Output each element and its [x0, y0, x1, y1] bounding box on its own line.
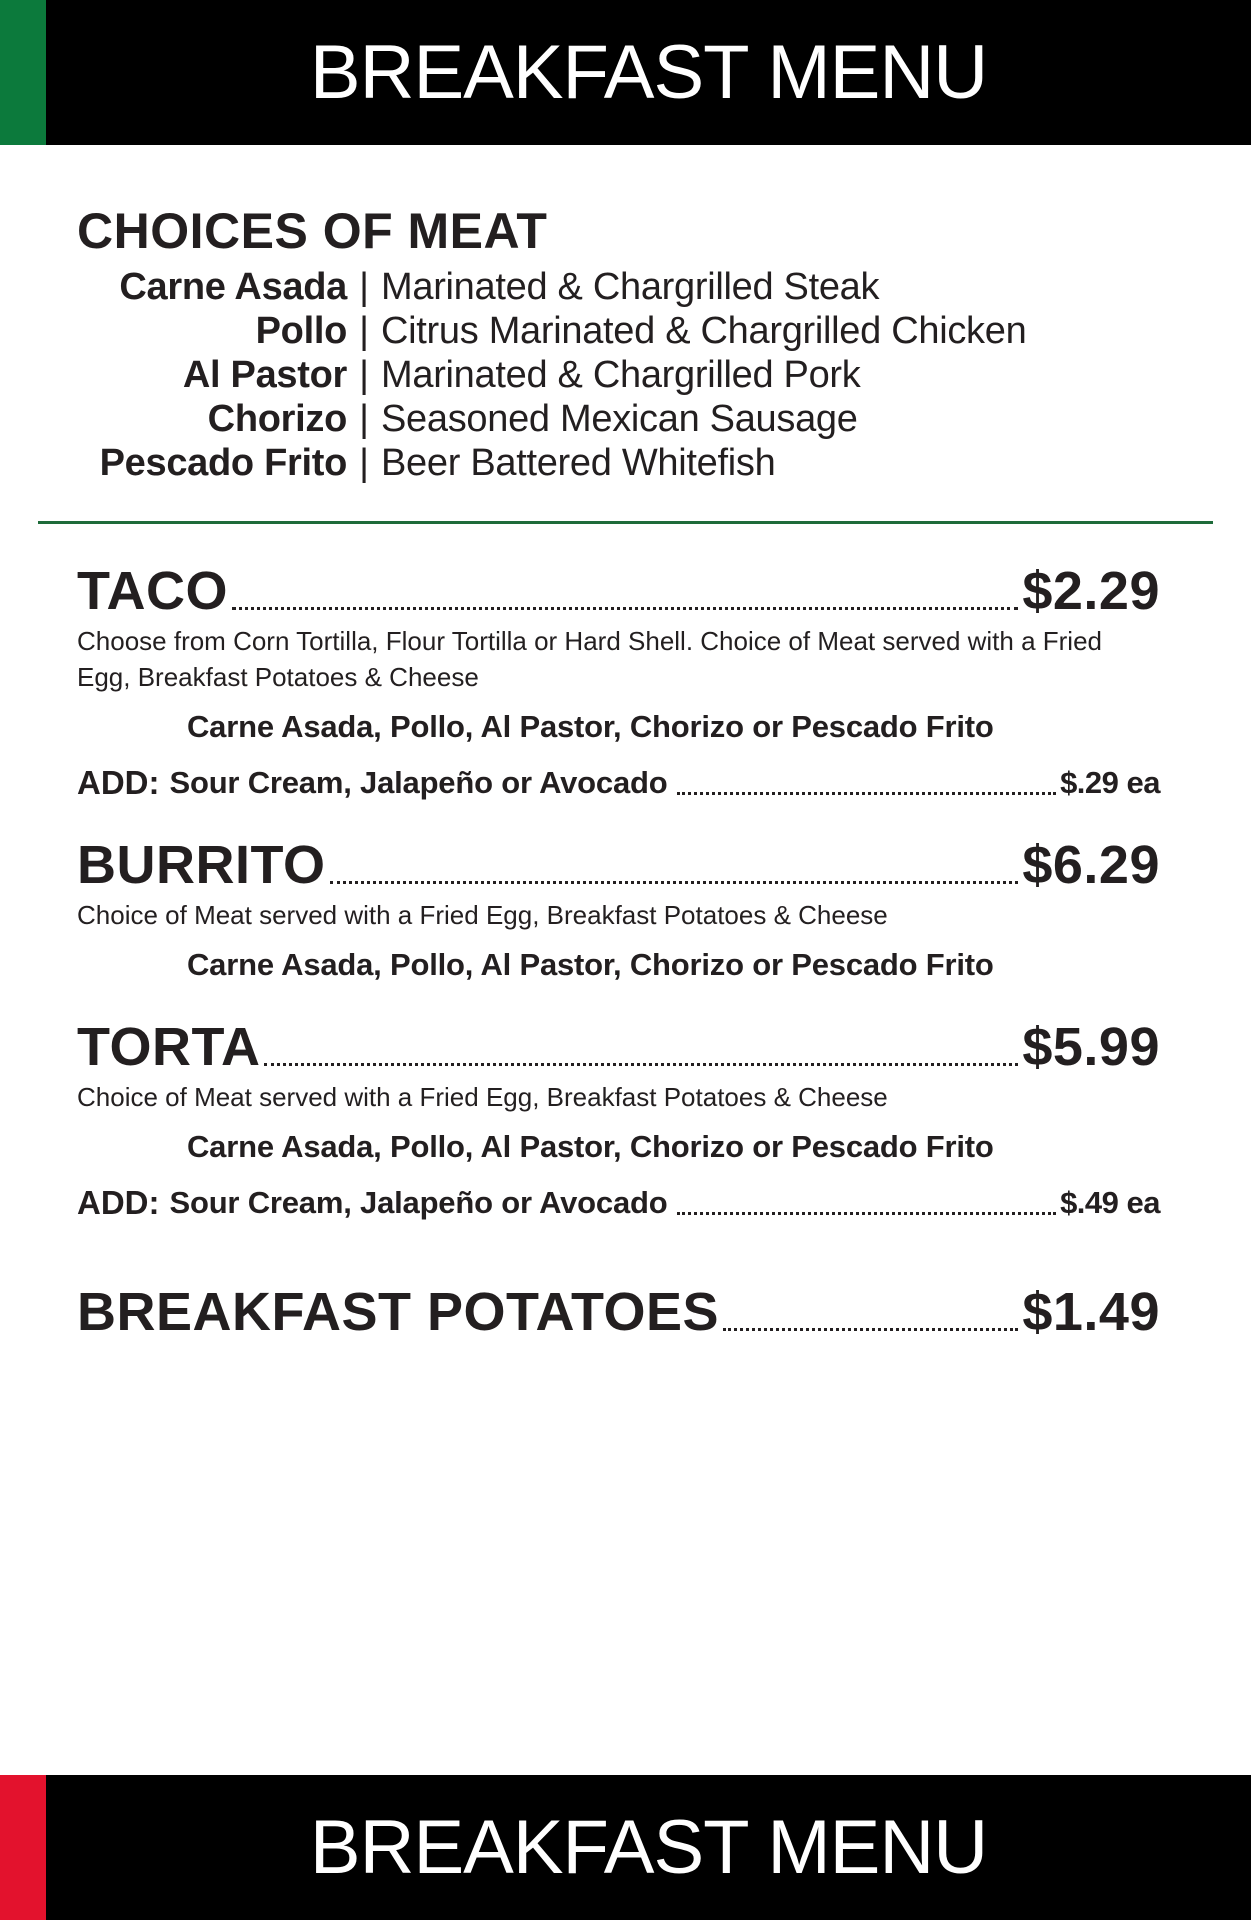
meat-option [77, 441, 1177, 485]
item-meat-choices: Carne Asada, Pollo, Al Pastor, Chorizo or Pescado Frito [187, 1129, 994, 1164]
item-heading [77, 1282, 1160, 1342]
add-on-price: $.49 ea [1060, 1185, 1160, 1220]
meat-name: Chorizo [207, 398, 347, 440]
meat-name: Pescado Frito [99, 442, 347, 484]
menu-item-torta [77, 1017, 1160, 1223]
dot-leader [677, 792, 1056, 795]
add-on-row [77, 1183, 1160, 1223]
dot-leader [677, 1212, 1056, 1215]
meat-description: Citrus Marinated & Chargrilled Chicken [381, 310, 1027, 352]
dot-leader [264, 1063, 1018, 1066]
menu-item-taco [77, 561, 1160, 803]
choices-of-meat-section [77, 203, 1177, 485]
item-name: TORTA [77, 1017, 261, 1077]
header-accent-stripe [0, 0, 46, 145]
header-band [0, 0, 1251, 145]
item-description: Choice of Meat served with a Fried Egg, Breakfast Potatoes & Cheese [77, 1082, 888, 1112]
add-on-row [77, 763, 1160, 803]
item-heading [77, 835, 1160, 895]
meat-separator: | [359, 354, 369, 396]
item-name: TACO [77, 561, 228, 621]
dot-leader [330, 881, 1019, 884]
item-description: Choose from Corn Tortilla, Flour Tortilla or Hard Shell. Choice of Meat served with a Fried Egg, Breakfast Potatoes & Cheese [77, 626, 1103, 692]
menu-item-breakfast-potatoes [77, 1282, 1160, 1342]
meat-separator: | [359, 266, 369, 308]
footer-title: BREAKFAST MENU [309, 1805, 988, 1890]
add-on-options: Sour Cream, Jalapeño or Avocado [169, 1185, 668, 1220]
meat-description: Marinated & Chargrilled Pork [381, 354, 861, 396]
item-meat-choices: Carne Asada, Pollo, Al Pastor, Chorizo or Pescado Frito [187, 709, 994, 744]
meat-option [77, 265, 1177, 309]
choices-title: CHOICES OF MEAT [77, 203, 548, 259]
add-label: ADD: [77, 764, 160, 801]
meat-separator: | [359, 310, 369, 352]
section-divider [38, 521, 1213, 524]
meat-option [77, 309, 1177, 353]
dot-leader [232, 607, 1018, 610]
meat-option [77, 397, 1177, 441]
footer-band [0, 1775, 1251, 1920]
item-price: $1.49 [1022, 1282, 1160, 1342]
meat-description: Seasoned Mexican Sausage [381, 398, 858, 440]
item-meat-choices: Carne Asada, Pollo, Al Pastor, Chorizo or Pescado Frito [187, 947, 994, 982]
item-description: Choice of Meat served with a Fried Egg, Breakfast Potatoes & Cheese [77, 900, 888, 930]
meat-separator: | [359, 398, 369, 440]
header-title: BREAKFAST MENU [309, 30, 988, 115]
item-price: $6.29 [1022, 835, 1160, 895]
meat-option [77, 353, 1177, 397]
add-on-price: $.29 ea [1060, 765, 1160, 800]
meat-name: Carne Asada [119, 266, 347, 308]
item-price: $5.99 [1022, 1017, 1160, 1077]
meat-separator: | [359, 442, 369, 484]
item-heading [77, 1017, 1160, 1077]
add-on-options: Sour Cream, Jalapeño or Avocado [169, 765, 668, 800]
item-price: $2.29 [1022, 561, 1160, 621]
dot-leader [723, 1328, 1018, 1331]
add-label: ADD: [77, 1184, 160, 1221]
meat-description: Beer Battered Whitefish [381, 442, 776, 484]
meat-description: Marinated & Chargrilled Steak [381, 266, 880, 308]
item-heading [77, 561, 1160, 621]
menu-item-burrito [77, 835, 1160, 985]
footer-accent-stripe [0, 1775, 46, 1920]
item-name: BREAKFAST POTATOES [77, 1282, 720, 1342]
meat-name: Pollo [255, 310, 347, 352]
item-name: BURRITO [77, 835, 326, 895]
meat-name: Al Pastor [182, 354, 347, 396]
